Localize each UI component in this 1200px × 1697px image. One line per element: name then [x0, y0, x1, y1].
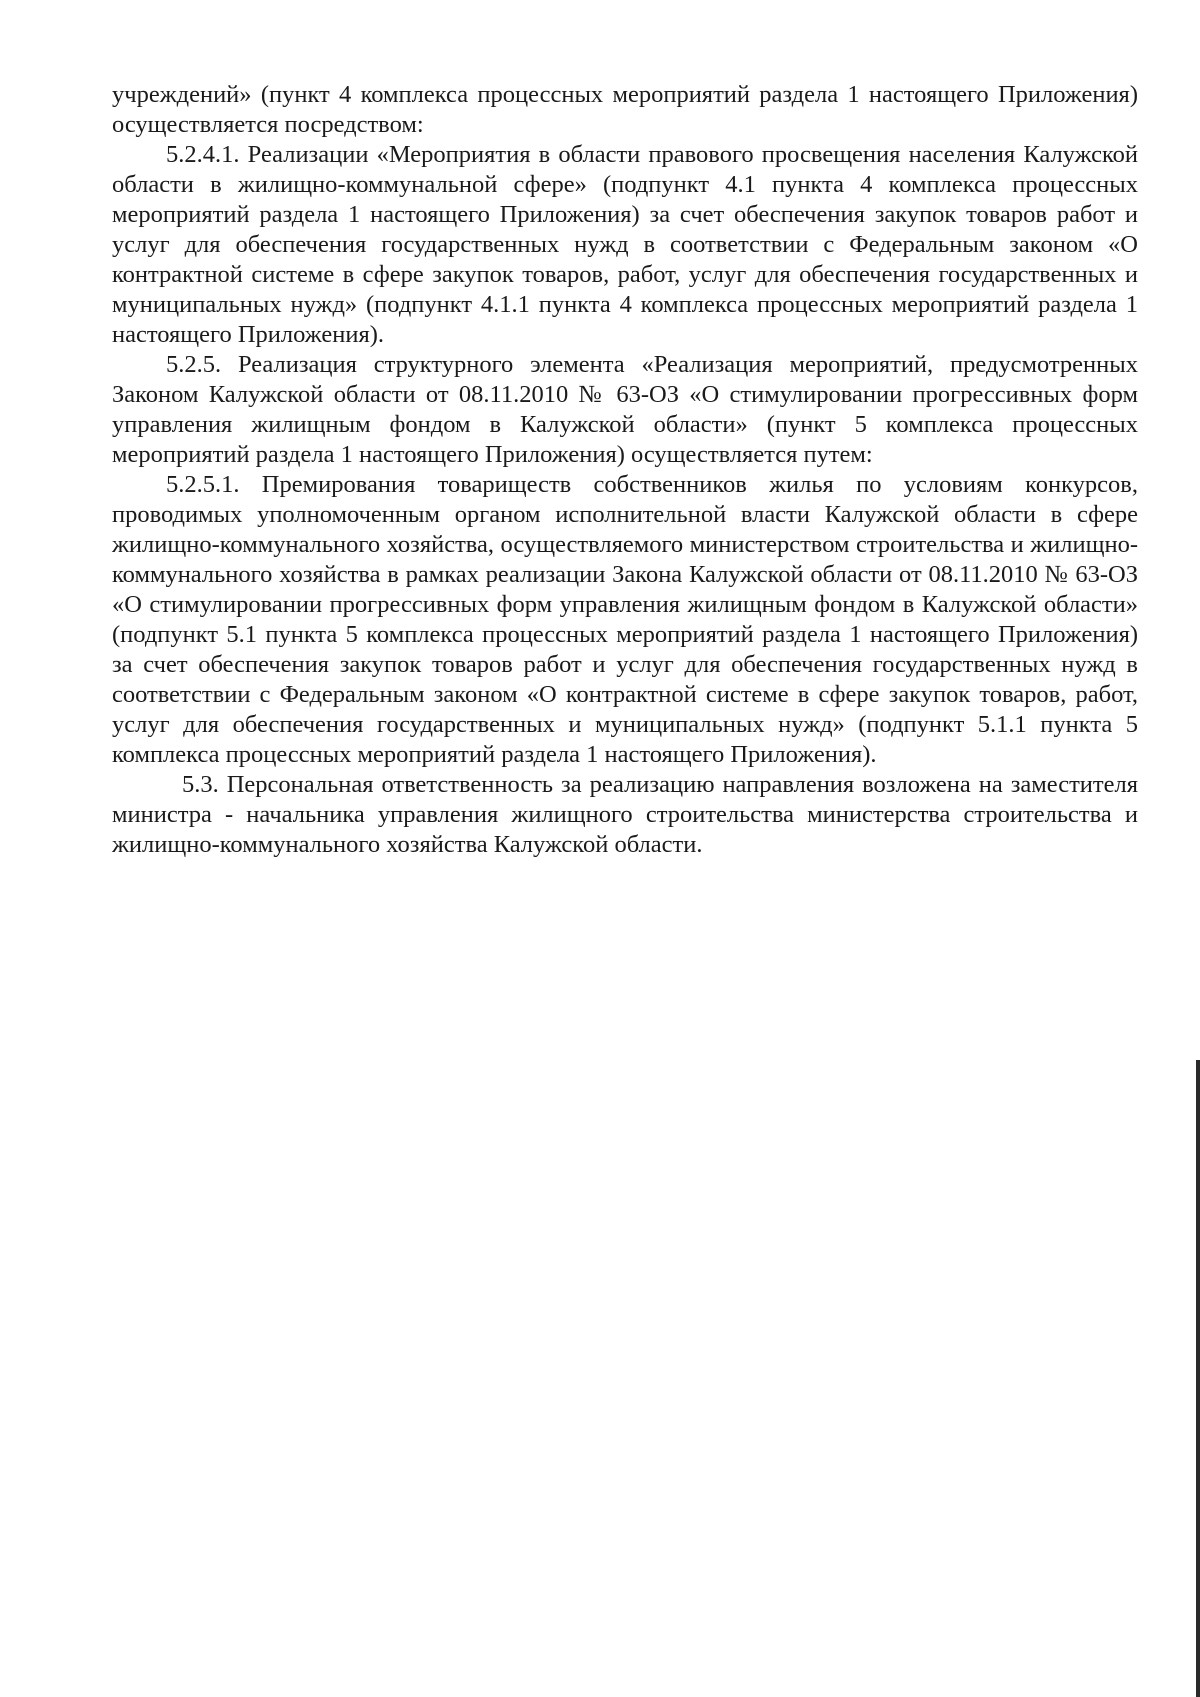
document-body: [112, 80, 1138, 860]
paragraph-5-2-5-1: 5.2.5.1. Премирования товариществ собственников жилья по условиям конкурсов, проводимых уполномоченным органом исполнительной власти Калужской области в сфере жилищно-коммунального хозяйства, осуществляемого министерством строительства и жилищно-коммунального хозяйства в рамках реализации Закона Калужской области от 08.11.2010 № 63-ОЗ «О стимулировании прогрессивных форм управления жилищным фондом в Калужской области» (подпункт 5.1 пункта 5 комплекса процессных мероприятий раздела 1 настоящего Приложения) за счет обеспечения закупок товаров работ и услуг для обеспечения государственных нужд в соответствии с Федеральным законом «О контрактной системе в сфере закупок товаров, работ, услуг для обеспечения государственных и муниципальных нужд» (подпункт 5.1.1 пункта 5 комплекса процессных мероприятий раздела 1 настоящего Приложения).: [112, 471, 1138, 768]
scan-edge-line: [1196, 1060, 1200, 1697]
paragraph-continuation: учреждений» (пункт 4 комплекса процессных мероприятий раздела 1 настоящего Приложения) осуществляется посредством:: [112, 81, 1138, 138]
paragraph-5-2-4-1: 5.2.4.1. Реализации «Мероприятия в области правового просвещения населения Калужской области в жилищно-коммунальной сфере» (подпункт 4.1 пункта 4 комплекса процессных мероприятий раздела 1 настоящего Приложения) за счет обеспечения закупок товаров работ и услуг для обеспечения государственных нужд в соответствии с Федеральным законом «О контрактной системе в сфере закупок товаров, работ, услуг для обеспечения государственных и муниципальных нужд» (подпункт 4.1.1 пункта 4 комплекса процессных мероприятий раздела 1 настоящего Приложения).: [112, 141, 1138, 348]
paragraph-5-3: 5.3. Персональная ответственность за реализацию направления возложена на заместителя министра - начальника управления жилищного строительства министерства строительства и жилищно-коммунального хозяйства Калужской области.: [112, 771, 1138, 858]
paragraph-5-2-5: 5.2.5. Реализация структурного элемента «Реализация мероприятий, предусмотренных Законом Калужской области от 08.11.2010 № 63-ОЗ «О стимулировании прогрессивных форм управления жилищным фондом в Калужской области» (пункт 5 комплекса процессных мероприятий раздела 1 настоящего Приложения) осуществляется путем:: [112, 351, 1138, 468]
